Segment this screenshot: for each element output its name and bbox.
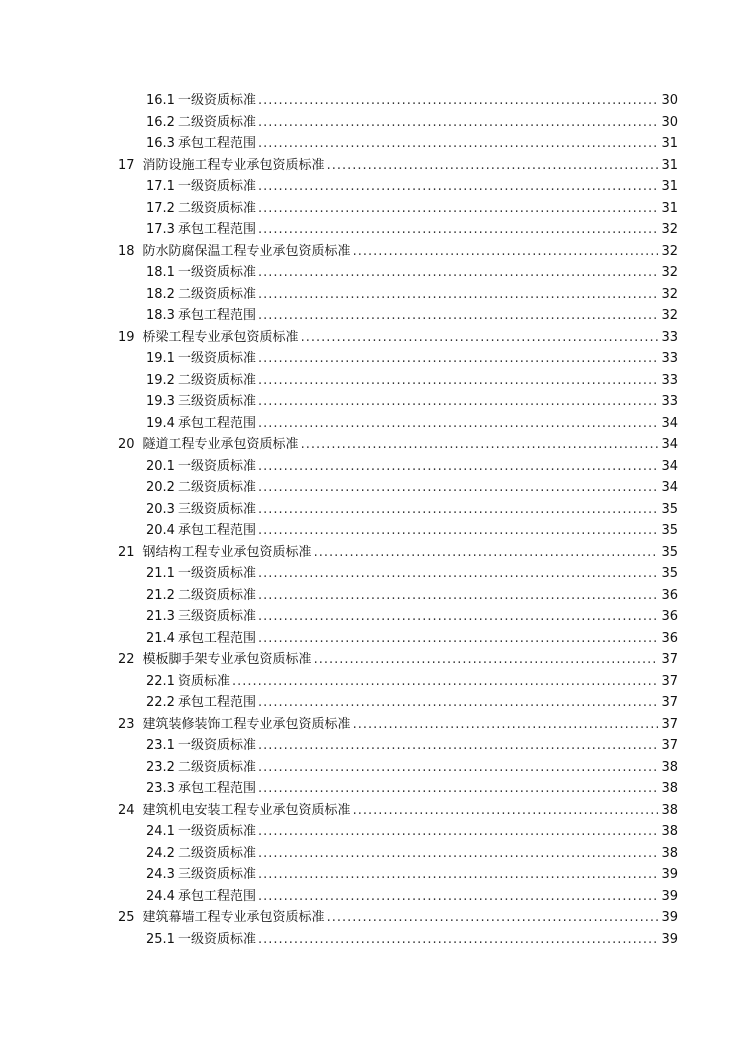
toc-entry-number: 24.1 — [146, 824, 175, 839]
toc-entry[interactable] — [118, 155, 678, 177]
toc-entry-number: 19.4 — [146, 415, 175, 431]
toc-entry[interactable] — [118, 327, 678, 349]
toc-entry[interactable] — [118, 907, 678, 929]
toc-entry-page: 37 — [661, 673, 678, 689]
toc-entry-page: 39 — [661, 888, 678, 904]
dot-leader — [258, 262, 658, 284]
toc-entry-page: 30 — [661, 114, 678, 130]
toc-entry-number: 17 — [118, 157, 135, 173]
toc-entry-page: 37 — [661, 738, 678, 753]
dot-leader — [258, 112, 658, 134]
dot-leader — [258, 477, 658, 499]
toc-entry[interactable] — [118, 133, 678, 155]
toc-entry-page: 37 — [661, 695, 678, 710]
toc-entry-number: 19.2 — [146, 372, 175, 388]
toc-entry-page: 35 — [661, 566, 678, 581]
toc-entry-title: 一级资质标准 — [177, 931, 256, 947]
dot-leader — [258, 585, 658, 607]
dot-leader — [258, 692, 658, 714]
toc-entry-title: 建筑幕墙工程专业承包资质标准 — [142, 910, 325, 925]
toc-entry-title: 资质标准 — [177, 673, 230, 689]
toc-entry[interactable] — [118, 843, 678, 865]
toc-entry-title: 一级资质标准 — [177, 351, 256, 366]
toc-entry-page: 32 — [661, 286, 678, 302]
dot-leader — [258, 735, 658, 757]
toc-entry-title: 二级资质标准 — [177, 372, 256, 388]
toc-entry-title: 承包工程范围 — [177, 630, 256, 646]
dot-leader — [327, 907, 658, 929]
toc-entry[interactable] — [118, 391, 678, 413]
toc-entry[interactable] — [118, 542, 678, 564]
toc-entry-number: 16.3 — [146, 136, 175, 151]
toc-entry-page: 37 — [661, 652, 678, 667]
toc-entry-page: 39 — [661, 931, 678, 947]
toc-entry-title: 一级资质标准 — [177, 738, 256, 753]
toc-entry[interactable] — [118, 606, 678, 628]
toc-entry[interactable] — [118, 456, 678, 478]
toc-entry-number: 18.1 — [146, 265, 175, 280]
toc-entry-title: 二级资质标准 — [177, 480, 256, 495]
toc-entry-number: 16.1 — [146, 93, 175, 108]
toc-entry-title: 承包工程范围 — [177, 888, 256, 904]
toc-entry-title: 消防设施工程专业承包资质标准 — [142, 157, 325, 173]
toc-entry-page: 33 — [661, 394, 678, 409]
dot-leader — [258, 284, 658, 306]
toc-entry-page: 38 — [661, 802, 678, 818]
toc-entry-title: 承包工程范围 — [177, 222, 256, 237]
toc-entry-title: 桥梁工程专业承包资质标准 — [142, 329, 299, 345]
toc-entry-page: 32 — [661, 243, 678, 259]
toc-entry[interactable] — [118, 176, 678, 198]
dot-leader — [314, 542, 658, 564]
dot-leader — [258, 864, 658, 886]
toc-entry-title: 承包工程范围 — [177, 523, 256, 538]
toc-entry-number: 25 — [118, 910, 135, 925]
dot-leader — [258, 628, 658, 650]
toc-entry-number: 21 — [118, 544, 135, 560]
toc-entry[interactable] — [118, 305, 678, 327]
toc-entry-title: 承包工程范围 — [177, 308, 256, 323]
toc-entry-page: 35 — [661, 544, 678, 560]
dot-leader — [258, 198, 658, 220]
toc-entry-title: 二级资质标准 — [177, 200, 256, 216]
toc-entry-page: 34 — [661, 480, 678, 495]
toc-entry[interactable] — [118, 219, 678, 241]
toc-entry[interactable] — [118, 649, 678, 671]
toc-entry-page: 30 — [661, 93, 678, 108]
toc-entry-number: 24.3 — [146, 867, 175, 882]
toc-entry-title: 防水防腐保温工程专业承包资质标准 — [142, 243, 351, 259]
toc-entry-page: 33 — [661, 372, 678, 388]
toc-entry-page: 32 — [661, 222, 678, 237]
toc-entry-number: 17.1 — [146, 179, 175, 194]
toc-entry-number: 23.3 — [146, 781, 175, 796]
toc-entry-page: 34 — [661, 458, 678, 474]
dot-leader — [258, 499, 658, 521]
toc-entry-title: 建筑装修装饰工程专业承包资质标准 — [142, 716, 351, 732]
toc-entry[interactable] — [118, 929, 678, 951]
toc-entry-page: 34 — [661, 437, 678, 452]
toc-entry-number: 18.3 — [146, 308, 175, 323]
toc-entry-number: 21.3 — [146, 609, 175, 624]
dot-leader — [258, 305, 658, 327]
toc-entry-number: 24.4 — [146, 888, 175, 904]
toc-entry[interactable] — [118, 348, 678, 370]
toc-entry-page: 31 — [661, 179, 678, 194]
toc-entry[interactable] — [118, 671, 678, 693]
toc-entry-number: 16.2 — [146, 114, 175, 130]
toc-entry-number: 20.1 — [146, 458, 175, 474]
toc-entry-page: 38 — [661, 824, 678, 839]
toc-entry-page: 31 — [661, 136, 678, 151]
toc-entry-number: 23.2 — [146, 759, 175, 775]
dot-leader — [353, 800, 658, 822]
dot-leader — [258, 391, 658, 413]
toc-entry[interactable] — [118, 198, 678, 220]
toc-entry-number: 18 — [118, 243, 135, 259]
toc-entry-number: 19.3 — [146, 394, 175, 409]
toc-entry[interactable] — [118, 800, 678, 822]
toc-entry-title: 二级资质标准 — [177, 845, 256, 861]
toc-entry-title: 隧道工程专业承包资质标准 — [142, 437, 299, 452]
toc-entry-page: 37 — [661, 716, 678, 732]
toc-entry-number: 22.1 — [146, 673, 175, 689]
toc-entry-title: 承包工程范围 — [177, 781, 256, 796]
toc-entry-title: 钢结构工程专业承包资质标准 — [142, 544, 312, 560]
dot-leader — [258, 413, 658, 435]
toc-entry-number: 17.3 — [146, 222, 175, 237]
dot-leader — [258, 348, 658, 370]
dot-leader — [258, 563, 658, 585]
toc-entry-title: 一级资质标准 — [177, 265, 256, 280]
toc-entry-page: 34 — [661, 415, 678, 431]
toc-entry[interactable] — [118, 241, 678, 263]
toc-entry-page: 32 — [661, 308, 678, 323]
toc-entry[interactable] — [118, 628, 678, 650]
dot-leader — [258, 176, 658, 198]
toc-entry[interactable] — [118, 864, 678, 886]
toc-entry[interactable] — [118, 714, 678, 736]
toc-entry-page: 36 — [661, 587, 678, 603]
toc-entry-number: 20.4 — [146, 523, 175, 538]
toc-entry-number: 22 — [118, 652, 135, 667]
toc-entry[interactable] — [118, 757, 678, 779]
dot-leader — [258, 370, 658, 392]
toc-entry-page: 36 — [661, 609, 678, 624]
toc-entry-title: 一级资质标准 — [177, 824, 256, 839]
toc-entry-number: 23.1 — [146, 738, 175, 753]
toc-entry[interactable] — [118, 692, 678, 714]
dot-leader — [327, 155, 658, 177]
toc-entry[interactable] — [118, 585, 678, 607]
toc-entry-page: 38 — [661, 759, 678, 775]
dot-leader — [258, 843, 658, 865]
toc-entry[interactable] — [118, 370, 678, 392]
toc-entry-title: 建筑机电安装工程专业承包资质标准 — [142, 802, 351, 818]
toc-entry[interactable] — [118, 112, 678, 134]
toc-entry-title: 三级资质标准 — [177, 394, 256, 409]
toc-entry-title: 一级资质标准 — [177, 179, 256, 194]
toc-entry[interactable] — [118, 735, 678, 757]
toc-entry[interactable] — [118, 90, 678, 112]
toc-entry-number: 21.2 — [146, 587, 175, 603]
toc-entry-number: 22.2 — [146, 695, 175, 710]
toc-entry-title: 一级资质标准 — [177, 93, 256, 108]
toc-entry[interactable] — [118, 262, 678, 284]
toc-entry-page: 31 — [661, 157, 678, 173]
toc-entry-number: 25.1 — [146, 931, 175, 947]
toc-entry-number: 18.2 — [146, 286, 175, 302]
toc-entry[interactable] — [118, 477, 678, 499]
dot-leader — [232, 671, 658, 693]
toc-entry-number: 20.3 — [146, 501, 175, 517]
toc-entry-number: 20 — [118, 437, 135, 452]
dot-leader — [258, 456, 658, 478]
toc-entry-number: 21.4 — [146, 630, 175, 646]
toc-entry-page: 39 — [661, 910, 678, 925]
toc-entry[interactable] — [118, 499, 678, 521]
toc-entry[interactable] — [118, 284, 678, 306]
dot-leader — [258, 886, 658, 908]
dot-leader — [314, 649, 658, 671]
toc-entry-title: 一级资质标准 — [177, 458, 256, 474]
dot-leader — [301, 327, 658, 349]
toc-entry-number: 21.1 — [146, 566, 175, 581]
toc-entry-page: 39 — [661, 867, 678, 882]
dot-leader — [258, 133, 658, 155]
toc-entry-page: 36 — [661, 630, 678, 646]
toc-entry-title: 承包工程范围 — [177, 415, 256, 431]
toc-entry-title: 二级资质标准 — [177, 114, 256, 130]
toc-entry-number: 19.1 — [146, 351, 175, 366]
toc-entry-title: 一级资质标准 — [177, 566, 256, 581]
toc-entry[interactable] — [118, 434, 678, 456]
toc-entry-page: 32 — [661, 265, 678, 280]
dot-leader — [258, 929, 658, 951]
toc-entry[interactable] — [118, 821, 678, 843]
toc-entry[interactable] — [118, 778, 678, 800]
toc-entry-title: 三级资质标准 — [177, 501, 256, 517]
toc-entry-title: 三级资质标准 — [177, 867, 256, 882]
toc-entry-page: 33 — [661, 351, 678, 366]
toc-entry[interactable] — [118, 563, 678, 585]
toc-entry-number: 20.2 — [146, 480, 175, 495]
toc-entry-page: 38 — [661, 845, 678, 861]
toc-entry-title: 二级资质标准 — [177, 587, 256, 603]
toc-entry-title: 二级资质标准 — [177, 759, 256, 775]
dot-leader — [301, 434, 658, 456]
toc-entry-page: 31 — [661, 200, 678, 216]
dot-leader — [258, 219, 658, 241]
toc-entry-title: 承包工程范围 — [177, 695, 256, 710]
toc-entry[interactable] — [118, 520, 678, 542]
toc-entry-number: 23 — [118, 716, 135, 732]
toc-entry-title: 承包工程范围 — [177, 136, 256, 151]
dot-leader — [258, 778, 658, 800]
toc-entry-page: 35 — [661, 501, 678, 517]
toc-entry-title: 模板脚手架专业承包资质标准 — [142, 652, 312, 667]
toc-entry-number: 24 — [118, 802, 135, 818]
dot-leader — [258, 520, 658, 542]
dot-leader — [353, 241, 658, 263]
toc-entry-page: 33 — [661, 329, 678, 345]
toc-entry-title: 三级资质标准 — [177, 609, 256, 624]
toc-entry[interactable] — [118, 413, 678, 435]
dot-leader — [258, 757, 658, 779]
dot-leader — [258, 606, 658, 628]
toc-entry[interactable] — [118, 886, 678, 908]
toc-entry-title: 二级资质标准 — [177, 286, 256, 302]
table-of-contents — [118, 90, 678, 950]
dot-leader — [258, 821, 658, 843]
toc-entry-page: 38 — [661, 781, 678, 796]
toc-entry-number: 17.2 — [146, 200, 175, 216]
dot-leader — [353, 714, 658, 736]
toc-entry-number: 24.2 — [146, 845, 175, 861]
dot-leader — [258, 90, 658, 112]
toc-entry-number: 19 — [118, 329, 135, 345]
toc-entry-page: 35 — [661, 523, 678, 538]
